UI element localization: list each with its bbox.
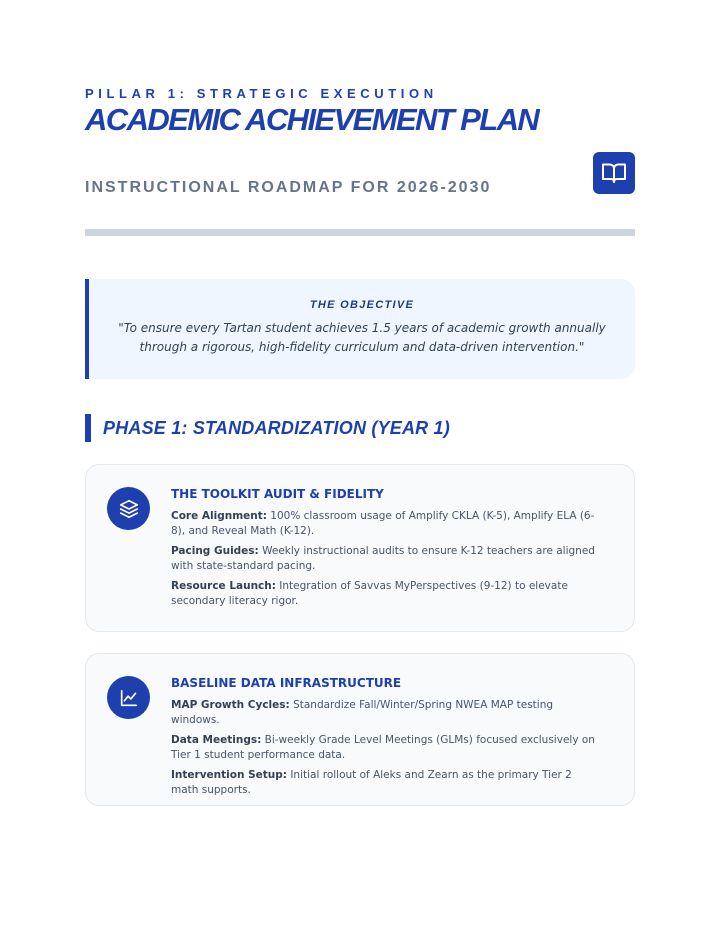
layers-icon	[107, 487, 150, 530]
line-chart-icon	[107, 676, 150, 719]
item-label: Pacing Guides:	[171, 545, 259, 557]
list-item	[171, 509, 601, 538]
item-text: Integration of Savvas MyPerspectives (9-12) to elevate secondary literacy rigor.	[171, 580, 568, 607]
page-subtitle: INSTRUCTIONAL ROADMAP FOR 2026-2030	[85, 179, 492, 196]
item-label: Resource Launch:	[171, 580, 276, 592]
list-item	[171, 544, 601, 573]
list-item	[171, 698, 601, 727]
item-text: 100% classroom usage of Amplify CKLA (K-5), Amplify ELA (6-8), and Reveal Math (K-12).	[171, 510, 595, 537]
card-title: THE TOOLKIT AUDIT & FIDELITY	[171, 487, 384, 501]
card-title: BASELINE DATA INFRASTRUCTURE	[171, 676, 402, 690]
page-title: ACADEMIC ACHIEVEMENT PLAN	[85, 102, 539, 137]
phase-heading: PHASE 1: STANDARDIZATION (YEAR 1)	[85, 414, 450, 442]
list-item	[171, 733, 601, 762]
item-label: MAP Growth Cycles:	[171, 699, 290, 711]
item-text: Weekly instructional audits to ensure K-12 teachers are aligned with state-standard pacing.	[171, 545, 595, 572]
header-divider	[85, 229, 635, 236]
list-item	[171, 579, 601, 608]
item-label: Intervention Setup:	[171, 769, 287, 781]
objective-quote: "To ensure every Tartan student achieves 1.5 years of academic growth annually through a rigorous, high-fidelity curriculum and data-driven intervention."	[118, 321, 606, 354]
item-label: Core Alignment:	[171, 510, 267, 522]
pillar-eyebrow: PILLAR 1: STRATEGIC EXECUTION	[85, 86, 438, 101]
item-text: Initial rollout of Aleks and Zearn as the primary Tier 2 math supports.	[171, 769, 572, 796]
item-text: Bi-weekly Grade Level Meetings (GLMs) focused exclusively on Tier 1 student performance data.	[171, 734, 595, 761]
open-book-icon	[593, 152, 635, 194]
objective-callout	[85, 279, 635, 379]
toolkit-card	[85, 464, 635, 632]
list-item	[171, 768, 601, 797]
data-infrastructure-card	[85, 653, 635, 806]
item-text: Standardize Fall/Winter/Spring NWEA MAP testing windows.	[171, 699, 554, 726]
item-label: Data Meetings:	[171, 734, 262, 746]
objective-label: THE OBJECTIVE	[309, 299, 415, 311]
